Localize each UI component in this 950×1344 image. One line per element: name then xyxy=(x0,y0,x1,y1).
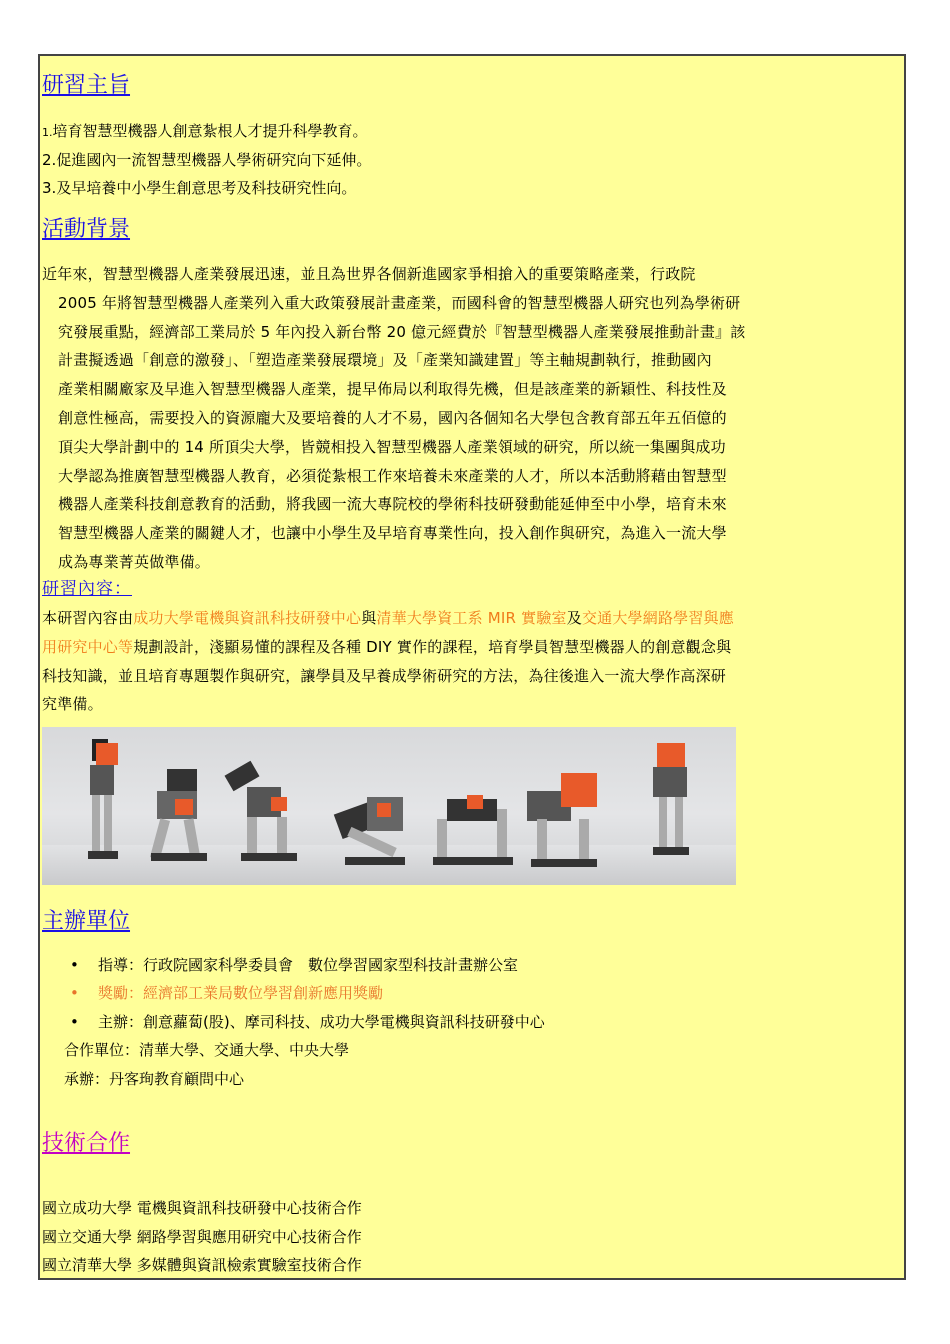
paragraph-line xyxy=(42,633,904,662)
text-run: 規劃設計，淺顯易懂的課程及各種 DIY 實作的課程，培育學員智慧型機器人的創意觀念與 xyxy=(133,637,732,656)
tech-line: 國立成功大學 電機與資訊科技研發中心技術合作 xyxy=(42,1199,362,1217)
org-nctu-link[interactable]: 用研究中心等 xyxy=(42,637,134,656)
paragraph-line: 近年來，智慧型機器人產業發展迅速，並且為世界各個新進國家爭相搶入的重要策略產業，行政院 xyxy=(42,265,696,283)
org-ncku-link[interactable]: 成功大學電機與資訊科技研發中心 xyxy=(133,609,362,627)
paragraph-line: 大學認為推廣智慧型機器人教育，必須從紮根工作來培養未來產業的人才，所以本活動將藉由智慧型 xyxy=(58,466,727,485)
bullet-dot: • xyxy=(70,956,79,974)
content-heading[interactable]: 研習內容： xyxy=(42,579,132,599)
partners-line: 合作單位：清華大學、交通大學、中央大學 xyxy=(64,1041,350,1059)
paragraph-line: 計畫擬透過「創意的激發」、「塑造產業發展環境」及「產業知識建置」等主軸規劃執行，推動國內 xyxy=(58,351,712,370)
undertaker-line: 承辦：丹客珣教育顧問中心 xyxy=(64,1070,245,1088)
paragraph-line xyxy=(42,604,904,633)
organizer-text: 主辦：創意蘿蔔(股)、摩司科技、成功大學電機與資訊科技研發中心 xyxy=(98,1013,545,1031)
organizer-bullet xyxy=(70,1012,545,1032)
organizer-text: 指導：行政院國家科學委員會 數位學習國家型科技計畫辦公室 xyxy=(98,956,519,974)
text-run: 及 xyxy=(566,609,582,627)
robot-sequence-photo xyxy=(42,727,736,885)
paragraph-line: 頂尖大學計劃中的 14 所頂尖大學，皆競相投入智慧型機器人產業領域的研究，所以統一集團與成功 xyxy=(58,437,726,456)
robot-figure xyxy=(653,743,689,855)
bullet-dot: • xyxy=(70,1013,79,1031)
aim-item-1 xyxy=(42,121,368,143)
paragraph-line: 成為專業菁英做準備。 xyxy=(58,552,211,571)
background-paragraph xyxy=(42,260,904,577)
organizer-bullet xyxy=(70,955,518,975)
tech-line: 國立交通大學 網路學習與應用研究中心技術合作 xyxy=(42,1228,362,1246)
aim-item-number: 1. xyxy=(42,126,53,139)
paragraph-line: 究準備。 xyxy=(42,695,103,714)
tech-line: 國立清華大學 多媒體與資訊檢索實驗室技術合作 xyxy=(42,1256,362,1274)
tech-heading[interactable]: 技術合作 xyxy=(42,1131,131,1156)
paragraph-line: 機器人產業科技創意教育的活動，將我國一流大專院校的學術科技研發動能延伸至中小學，培育未來 xyxy=(58,495,727,514)
paragraph-line: 產業相關廠家及早進入智慧型機器人產業，提早佈局以利取得先機，但是該產業的新穎性、科技性及 xyxy=(58,380,727,399)
aim-item-number: 3. xyxy=(42,179,57,197)
aim-item-text: 及早培養中小學生創意思考及科技研究性向。 xyxy=(56,179,357,197)
content-paragraph xyxy=(42,604,904,719)
aim-item-3 xyxy=(42,178,356,198)
org-nctu-link[interactable]: 交通大學網路學習與應 xyxy=(581,609,734,627)
aim-item-number: 2. xyxy=(42,151,57,169)
paragraph-line: 究發展重點，經濟部工業局於 5 年內投入新台幣 20 億元經費於『智慧型機器人產業發展推動計畫』該 xyxy=(58,322,746,341)
background-heading[interactable]: 活動背景 xyxy=(42,217,131,242)
paragraph-line: 科技知識，並且培育專題製作與研究，讓學員及早養成學術研究的方法，為往後進入一流大學作高深研 xyxy=(42,666,727,685)
paragraph-line: 2005 年將智慧型機器人產業列入重大政策發展計畫產業，而國科會的智慧型機器人研究也列為學術研 xyxy=(58,293,741,312)
aim-item-2 xyxy=(42,150,371,170)
aim-item-text: 培育智慧型機器人創意紮根人才提升科學教育。 xyxy=(52,122,368,140)
robot-figures xyxy=(42,727,736,885)
organizer-bullet xyxy=(70,983,383,1003)
paragraph-line: 智慧型機器人產業的關鍵人才，也讓中小學生及早培育專業性向，投入創作與研究，為進入一流大學 xyxy=(58,524,727,543)
organizers-heading[interactable]: 主辦單位 xyxy=(42,909,131,934)
paragraph-line: 創意性極高，需要投入的資源龐大及要培養的人才不易，國內各個知名大學包含教育部五年五佰億的 xyxy=(58,408,727,427)
aims-heading[interactable]: 研習主旨 xyxy=(42,73,131,98)
bullet-dot: • xyxy=(70,984,79,1002)
text-run: 與 xyxy=(361,609,377,627)
document-frame xyxy=(38,54,906,1280)
organizer-text: 獎勵：經濟部工業局數位學習創新應用獎勵 xyxy=(98,984,384,1002)
org-nthu-link[interactable]: 清華大學資工系 MIR 實驗室 xyxy=(376,609,567,627)
text-run: 本研習內容由 xyxy=(42,609,134,627)
aim-item-text: 促進國內一流智慧型機器人學術研究向下延伸。 xyxy=(56,151,372,169)
robot-figure xyxy=(88,739,118,859)
